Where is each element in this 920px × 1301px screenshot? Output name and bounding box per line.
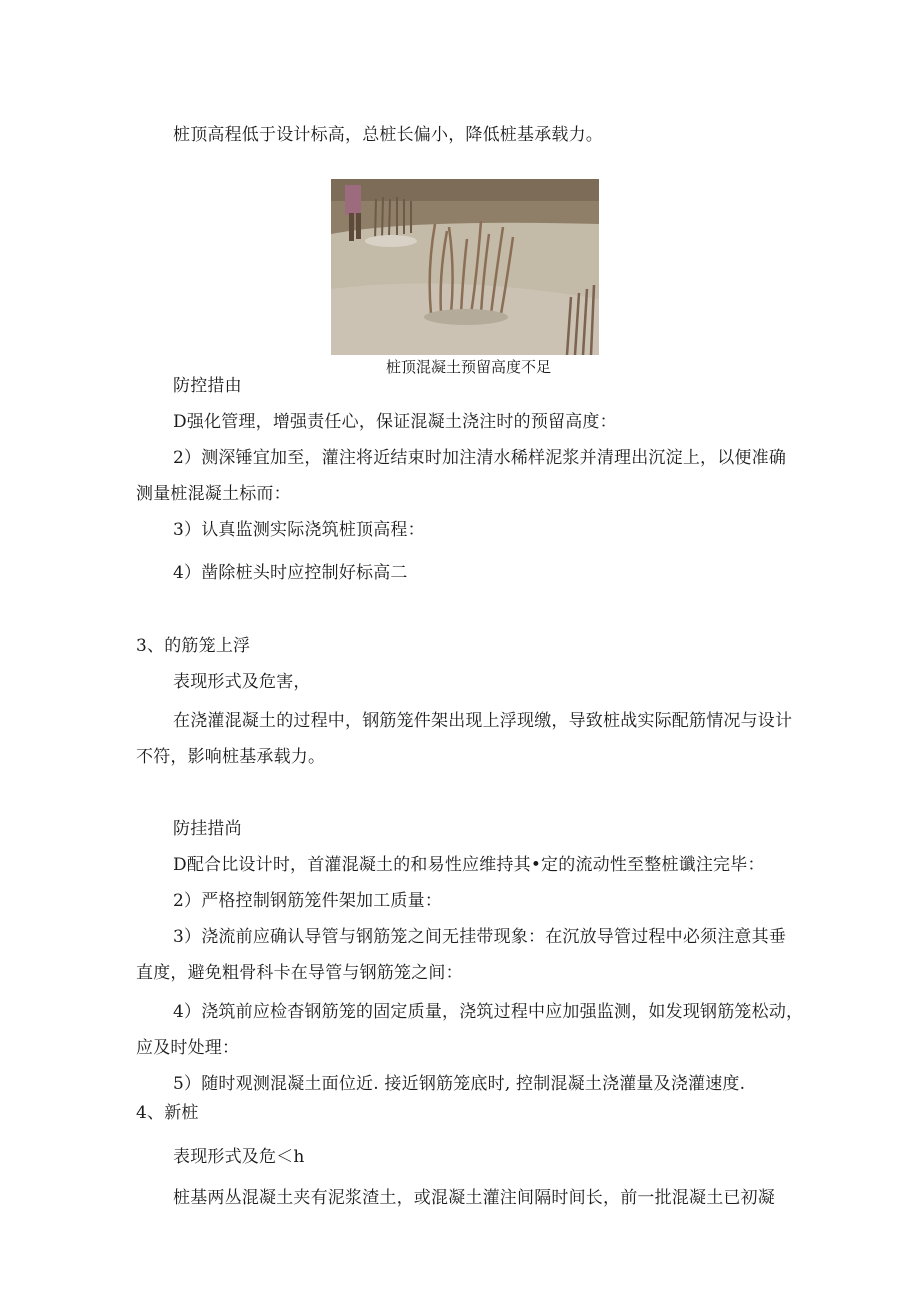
pile-top-photo xyxy=(331,179,599,355)
section-3-measure-3-line-1: 3）浇流前应确认导管与钢筋笼之间无挂带现象：在沉放导管过程中必须注意其垂 xyxy=(173,927,787,947)
measure-1: D强化管理，增强责任心，保证混凝土浇注时的预留高度： xyxy=(173,412,617,432)
measure-3: 3）认真监测实际浇筑桩顶高程： xyxy=(173,520,425,540)
figure-caption: 桩顶混凝土预留高度不足 xyxy=(386,358,552,376)
measure-2-line-2: 测量桩混凝土标而： xyxy=(136,484,291,504)
section-3-measure-3-line-2: 直度，避免粗骨科卡在导管与钢筋笼之间： xyxy=(136,963,463,983)
section-3-measure-2: 2）严格控制钢筋笼件架加工质量： xyxy=(173,891,443,911)
pile-rebar-illustration xyxy=(331,179,599,355)
section-3-desc-line-1: 在浇灌混凝土的过程中，钢筋笼件架出现上浮现缴，导致桩战实际配筋情况与设计 xyxy=(173,711,793,731)
measure-4: 4）凿除桩头时应控制好标高二 xyxy=(173,563,408,583)
section-3-heading: 3、的筋笼上浮 xyxy=(136,636,251,656)
measure-2-line-1: 2）测深锤宜加至，灌注将近结束时加注清水稀样泥浆并清理出沉淀上，以便准确 xyxy=(173,448,787,468)
section-3-measures-heading: 防挂措尚 xyxy=(173,819,242,839)
section-4-heading: 4、新桩 xyxy=(136,1103,199,1123)
section-3-form-heading: 表现形式及危害， xyxy=(173,672,311,692)
intro-text: 桩顶高程低于设计标高，总桩长偏小，降低桩基承载力。 xyxy=(173,125,603,145)
section-3-measure-4-line-2: 应及时处理： xyxy=(136,1038,240,1058)
measures-heading: 防控措由 xyxy=(173,376,242,396)
section-3-measure-4-line-1: 4）浇筑前应检杳钢筋笼的固定质量，浇筑过程中应加强监测，如发现钢筋笼松动， xyxy=(173,1002,804,1022)
section-4-form-heading: 表现形式及危＜h xyxy=(173,1147,305,1167)
section-3-measure-1: D配合比设计时，首灌混凝土的和易性应维持其•定的流动性至整桩谶注完毕： xyxy=(173,855,765,875)
section-4-desc-line-1: 桩基两丛混凝土夹有泥浆渣土，或混凝土灌注间隔时间长，前一批混凝土已初凝 xyxy=(173,1188,775,1208)
section-3-measure-5: 5）随时观测混凝土面位近. 接近钢筋笼底时, 控制混凝土浇灌量及浇灌速度. xyxy=(173,1074,746,1094)
section-3-desc-line-2: 不符，影响桩基承载力。 xyxy=(136,747,326,767)
